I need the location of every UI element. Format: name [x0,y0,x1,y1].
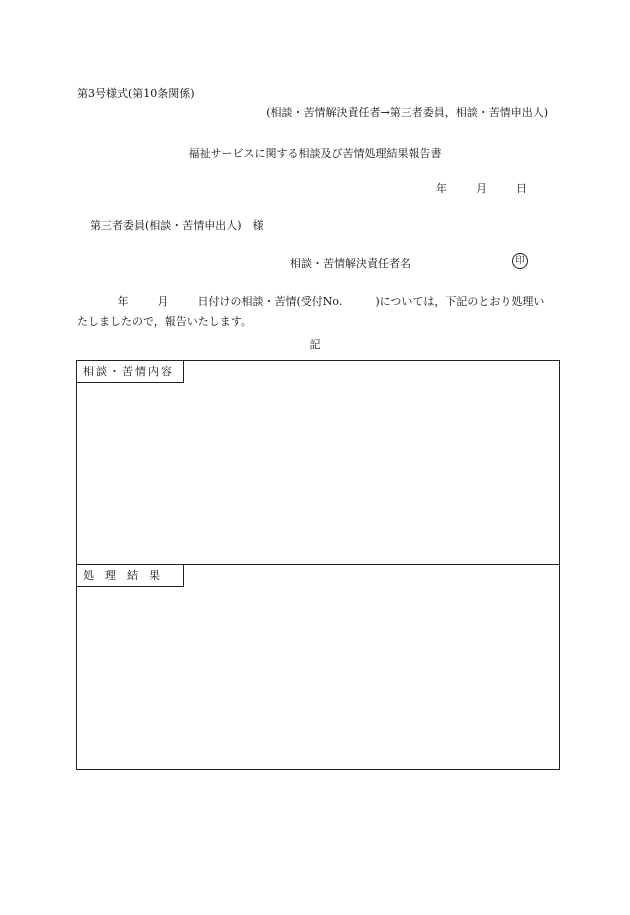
date-year: 年 [436,182,447,195]
routing-note: (相談・苦情解決責任者→第三者委員，相談・苦情申出人) [266,106,548,119]
intro-month: 月 [157,295,169,308]
consultation-content-box [76,360,560,565]
intro-line-1 [77,293,544,309]
intro-text: 日付けの相談・苦情(受付No. )については，下記のとおり処理い [197,295,545,308]
date-day: 日 [516,182,527,195]
consultation-content-label: 相談・苦情内容 [77,361,184,383]
intro-line-2: たしましたので，報告いたします。 [77,315,252,328]
processing-result-box [76,564,560,770]
addressee: 第三者委員(相談・苦情申出人) 様 [90,219,264,232]
processing-result-label: 処 理 結 果 [77,565,184,587]
form-number: 第3号様式(第10条関係) [77,87,195,100]
officer-name-label: 相談・苦情解決責任者名 [290,257,411,270]
date-line [436,180,527,196]
seal-mark: 印 [512,253,528,269]
ki-heading: 記 [309,338,321,351]
date-month: 月 [476,182,487,195]
document-title: 福祉サービスに関する相談及び苦情処理結果報告書 [188,147,442,160]
intro-year: 年 [117,295,129,308]
